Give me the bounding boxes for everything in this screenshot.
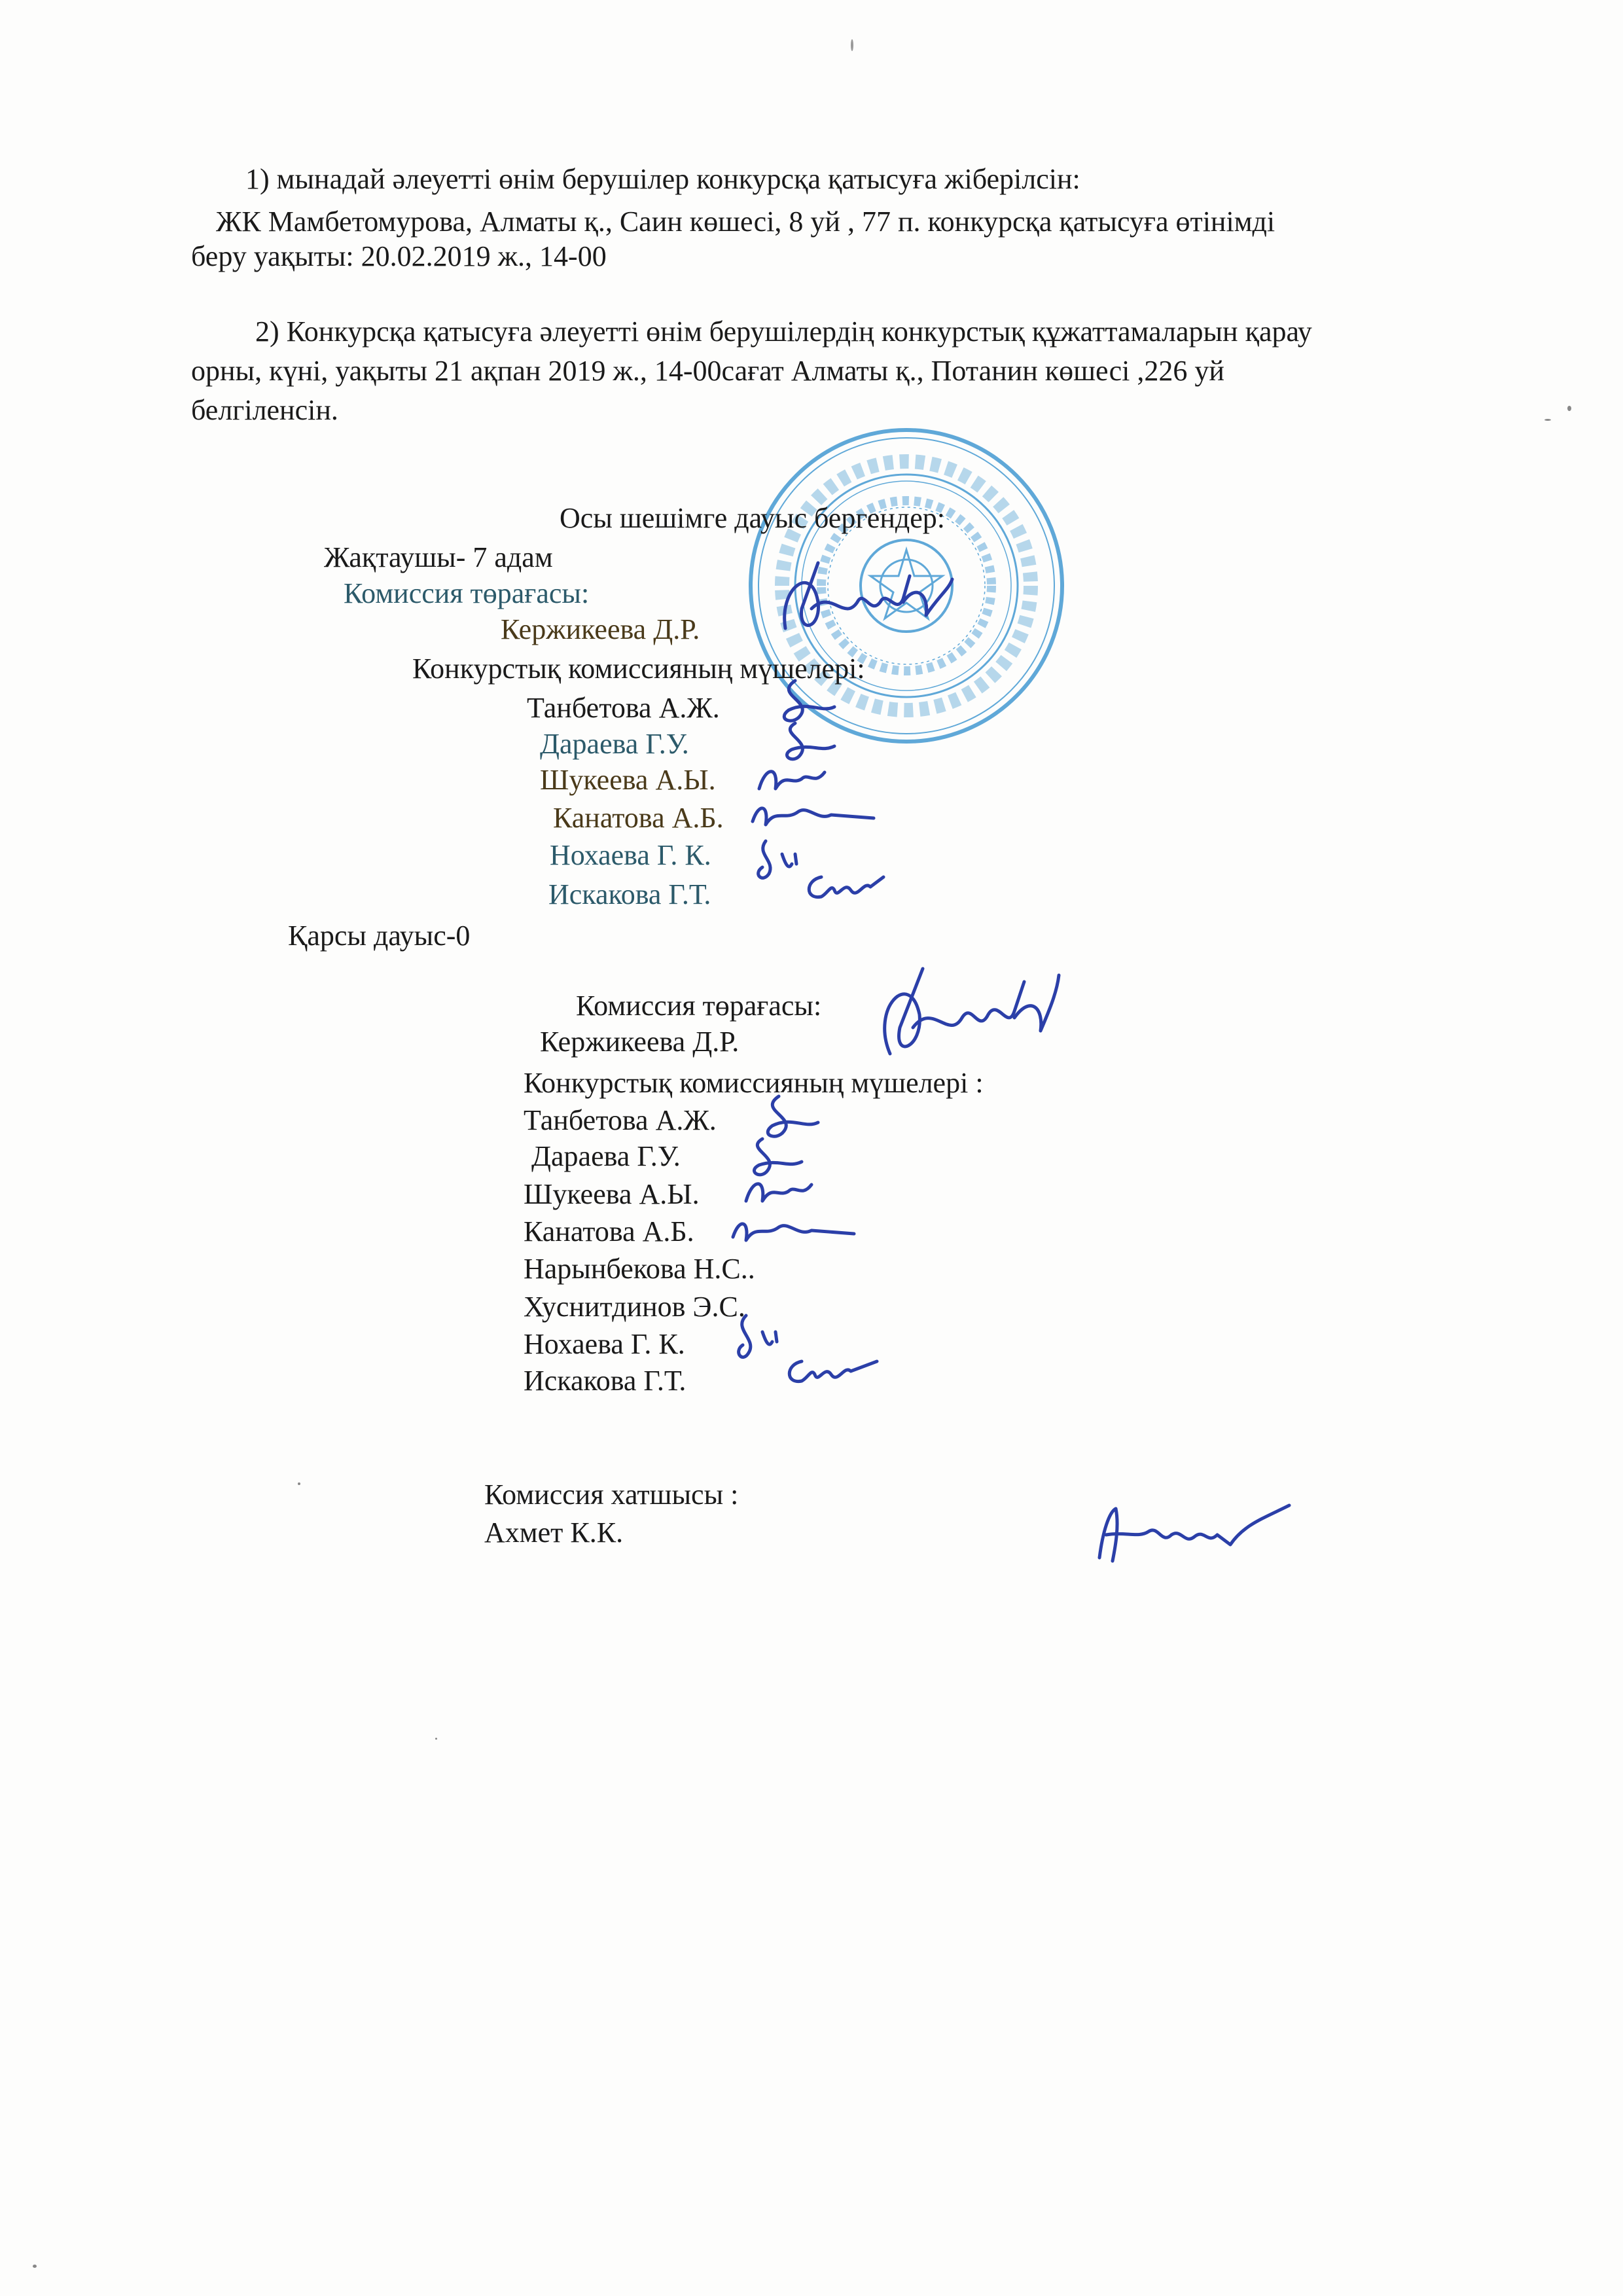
vote-members-title: Конкурстық комиссияның мүшелері: (412, 653, 865, 685)
sign-member-7: Нохаева Г. К. (524, 1328, 685, 1360)
scan-speck (33, 2265, 37, 2268)
paragraph1-line2: ЖК Мамбетомурова, Алматы қ., Саин көшесі, 8 уй , 77 п. конкурсқа қатысуға өтінімді (216, 206, 1275, 238)
sign-member-1: Танбетова А.Ж. (524, 1104, 717, 1136)
sign-member-3: Шукеева А.Ы. (524, 1178, 700, 1210)
chair-signature-2 (864, 956, 1060, 1073)
paragraph1-line3: беру уақыты: 20.02.2019 ж., 14-00 (191, 240, 607, 272)
vote-member-2: Дараева Г.У. (540, 728, 689, 760)
member-signature-7b (730, 1309, 789, 1368)
sign-member-5: Нарынбекова Н.С.. (524, 1253, 755, 1285)
vote-member-4: Канатова А.Б. (553, 802, 724, 834)
chair-signature-1 (772, 550, 955, 648)
vote-member-5: Нохаева Г. К. (550, 839, 711, 871)
vote-member-1: Танбетова А.Ж. (527, 692, 720, 724)
scan-speck (1567, 406, 1571, 411)
sign-member-2: Дараева Г.У. (531, 1140, 681, 1172)
paragraph2-line1: 2) Конкурсқа қатысуға әлеуетті өнім берушілердің конкурстық құжаттамаларын қарау (255, 315, 1312, 348)
vote-chair-title: Комиссия төрағасы: (344, 577, 590, 609)
member-signature-5a (749, 834, 808, 887)
vote-member-6: Искакова Г.Т. (548, 878, 711, 910)
secretary-signature (1086, 1499, 1296, 1571)
secretary-title: Комиссия хатшысы : (484, 1479, 739, 1511)
member-signature-6a (802, 864, 887, 910)
sign-member-6: Хуснитдинов Э.С. (524, 1291, 745, 1323)
vote-member-3: Шукеева А.Ы. (540, 764, 716, 796)
sign-member-8: Искакова Г.Т. (524, 1365, 687, 1397)
vote-against-label: Қарсы дауыс-0 (288, 920, 471, 952)
sign-members-title: Конкурстық комиссияның мүшелері : (524, 1067, 984, 1099)
paragraph2-line2: орны, күні, уақыты 21 ақпан 2019 ж., 14-00сағат Алматы қ., Потанин көшесі ,226 уй (191, 355, 1224, 387)
sign-chair-title: Комиссия төрағасы: (576, 990, 822, 1022)
vote-chair-name: Кержикеева Д.Р. (501, 613, 700, 645)
scan-speck (1544, 419, 1551, 421)
vote-heading: Осы шешімге дауыс бергендер: (560, 502, 946, 534)
sign-member-4: Канатова А.Б. (524, 1215, 694, 1247)
scan-speck (851, 39, 853, 51)
member-signature-8b (782, 1348, 880, 1394)
sign-chair-name: Кержикеева Д.Р. (540, 1026, 740, 1058)
paragraph1-line1: 1) мынадай әлеуетті өнім берушілер конкурсқа қатысуға жіберілсін: (245, 163, 1080, 195)
vote-for-label: Жақтаушы- 7 адам (324, 541, 553, 573)
paragraph2-line3: белгіленсін. (191, 394, 338, 426)
secretary-name: Ахмет К.К. (484, 1516, 624, 1549)
scan-speck (435, 1738, 437, 1740)
member-signature-4b (726, 1211, 857, 1257)
scan-speck (298, 1482, 300, 1485)
